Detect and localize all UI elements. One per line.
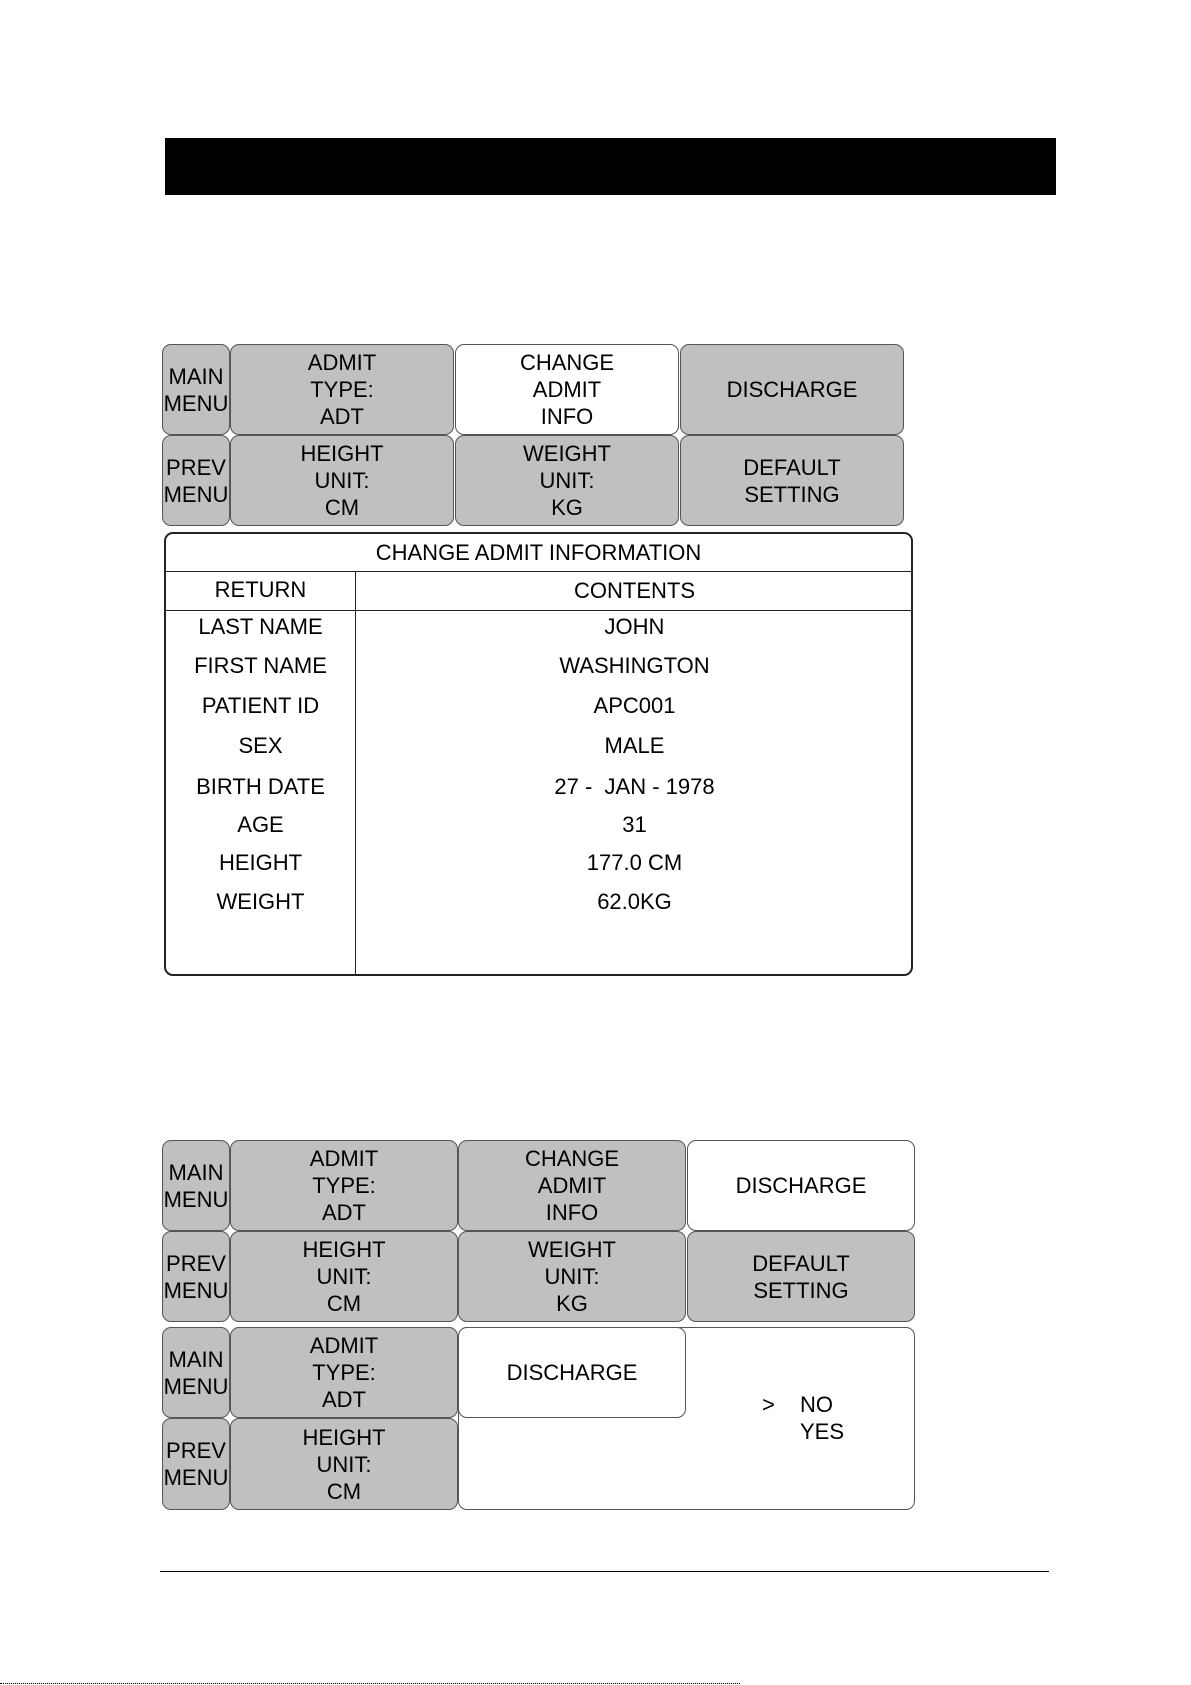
change-admit-info-button[interactable]	[458, 1140, 686, 1231]
weight-unit-line2: UNIT:	[544, 1264, 600, 1289]
height-unit-value: CM	[324, 495, 360, 520]
default-setting-line2: SETTING	[744, 481, 840, 507]
main-menu-line1: MAIN	[168, 363, 224, 389]
prev-menu-line1: PREV	[166, 1438, 226, 1463]
height-unit-line2: UNIT:	[314, 468, 370, 493]
change-admit-info-line2: ADMIT	[532, 377, 602, 402]
height-unit-button[interactable]	[230, 435, 454, 526]
height-unit-line1: HEIGHT	[302, 1424, 386, 1450]
divider	[166, 610, 911, 611]
discharge-button[interactable]	[687, 1140, 915, 1231]
main-menu-button[interactable]	[162, 1140, 230, 1231]
prev-menu-button[interactable]	[162, 1231, 230, 1322]
change-admit-info-panel	[164, 532, 913, 976]
height-unit-line1: HEIGHT	[300, 441, 384, 466]
admit-type-button[interactable]	[230, 344, 454, 435]
default-setting-line1: DEFAULT	[752, 1250, 850, 1276]
option-no-label: NO	[800, 1392, 833, 1417]
prev-menu-line2: MENU	[163, 481, 229, 507]
prev-menu-line2: MENU	[163, 1465, 229, 1490]
prev-menu-line2: MENU	[163, 1277, 229, 1303]
weight-unit-value: KG	[556, 1291, 588, 1316]
field-label-last-name[interactable]: LAST NAME	[198, 614, 323, 639]
height-unit-line1: HEIGHT	[302, 1237, 386, 1262]
weight-unit-button[interactable]	[458, 1231, 686, 1322]
main-menu-line2: MENU	[163, 1373, 229, 1399]
weight-unit-value: KG	[551, 495, 583, 520]
discharge-popup-title	[458, 1327, 686, 1418]
discharge-popup-label: DISCHARGE	[506, 1360, 638, 1385]
admit-type-line2: TYPE:	[312, 1173, 376, 1198]
field-label-sex[interactable]: SEX	[238, 733, 283, 758]
height-unit-value: CM	[326, 1478, 362, 1504]
change-admit-info-line2: ADMIT	[537, 1173, 607, 1198]
default-setting-line1: DEFAULT	[743, 454, 841, 480]
discharge-button[interactable]	[680, 344, 904, 435]
field-label-patient-id[interactable]: PATIENT ID	[201, 693, 320, 718]
height-unit-value: CM	[326, 1291, 362, 1316]
field-value-first-name: WASHINGTON	[559, 653, 710, 678]
footer-divider	[160, 1571, 1049, 1572]
change-admit-info-line1: CHANGE	[519, 350, 615, 375]
admit-type-value: ADT	[320, 404, 364, 429]
field-label-birth-date[interactable]: BIRTH DATE	[196, 774, 325, 799]
default-setting-button[interactable]	[680, 435, 904, 526]
prev-menu-button[interactable]	[162, 1418, 230, 1510]
contents-header: CONTENTS	[574, 578, 695, 603]
selection-cursor: >	[762, 1392, 775, 1417]
discharge-label: DISCHARGE	[735, 1173, 867, 1198]
option-yes-label: YES	[800, 1419, 845, 1444]
info-panel-title: CHANGE ADMIT INFORMATION	[375, 540, 702, 565]
field-label-age[interactable]: AGE	[237, 812, 284, 837]
header-bar	[165, 138, 1056, 195]
discharge-label: DISCHARGE	[726, 377, 858, 402]
height-unit-button[interactable]	[230, 1231, 458, 1322]
admit-type-value: ADT	[322, 1387, 366, 1412]
admit-type-button[interactable]	[230, 1327, 458, 1418]
admit-type-value: ADT	[322, 1200, 366, 1225]
field-value-height: 177.0 CM	[586, 850, 683, 875]
weight-unit-line2: UNIT:	[539, 468, 595, 493]
field-value-sex: MALE	[604, 733, 665, 758]
admit-type-line2: TYPE:	[312, 1360, 376, 1385]
height-unit-line2: UNIT:	[316, 1264, 372, 1289]
change-admit-info-line3: INFO	[545, 1200, 599, 1225]
height-unit-line2: UNIT:	[316, 1451, 372, 1477]
change-admit-info-button[interactable]	[455, 344, 679, 435]
admit-type-line1: ADMIT	[309, 1146, 379, 1171]
change-admit-info-line3: INFO	[540, 404, 594, 429]
main-menu-line1: MAIN	[168, 1159, 224, 1185]
admit-type-line2: TYPE:	[310, 377, 374, 402]
main-menu-line2: MENU	[163, 390, 229, 416]
prev-menu-line1: PREV	[166, 1250, 226, 1276]
admit-type-line1: ADMIT	[307, 350, 377, 375]
main-menu-line1: MAIN	[168, 1346, 224, 1372]
field-value-weight: 62.0KG	[597, 889, 672, 914]
field-label-height[interactable]: HEIGHT	[218, 850, 303, 875]
weight-unit-line1: WEIGHT	[523, 441, 611, 466]
main-menu-button[interactable]	[162, 1327, 230, 1418]
field-value-last-name: JOHN	[604, 614, 665, 639]
prev-menu-button[interactable]	[162, 435, 230, 526]
prev-menu-line1: PREV	[166, 454, 226, 480]
field-label-first-name[interactable]: FIRST NAME	[194, 653, 327, 678]
default-setting-line2: SETTING	[753, 1277, 849, 1303]
discharge-options	[762, 1391, 962, 1445]
dotted-divider	[0, 1683, 740, 1684]
option-no[interactable]	[762, 1391, 962, 1418]
admit-type-button[interactable]	[230, 1140, 458, 1231]
height-unit-button[interactable]	[230, 1418, 458, 1510]
field-value-birth-date: 27 - JAN - 1978	[554, 774, 715, 799]
field-label-weight[interactable]: WEIGHT	[216, 889, 305, 914]
return-button[interactable]: RETURN	[214, 577, 307, 602]
weight-unit-line1: WEIGHT	[528, 1237, 616, 1262]
option-yes[interactable]	[762, 1418, 962, 1445]
field-value-age: 31	[622, 812, 647, 837]
admit-type-line1: ADMIT	[309, 1333, 379, 1358]
default-setting-button[interactable]	[687, 1231, 915, 1322]
weight-unit-button[interactable]	[455, 435, 679, 526]
field-value-patient-id: APC001	[593, 693, 676, 718]
main-menu-button[interactable]	[162, 344, 230, 435]
change-admit-info-line1: CHANGE	[524, 1146, 620, 1171]
main-menu-line2: MENU	[163, 1186, 229, 1212]
